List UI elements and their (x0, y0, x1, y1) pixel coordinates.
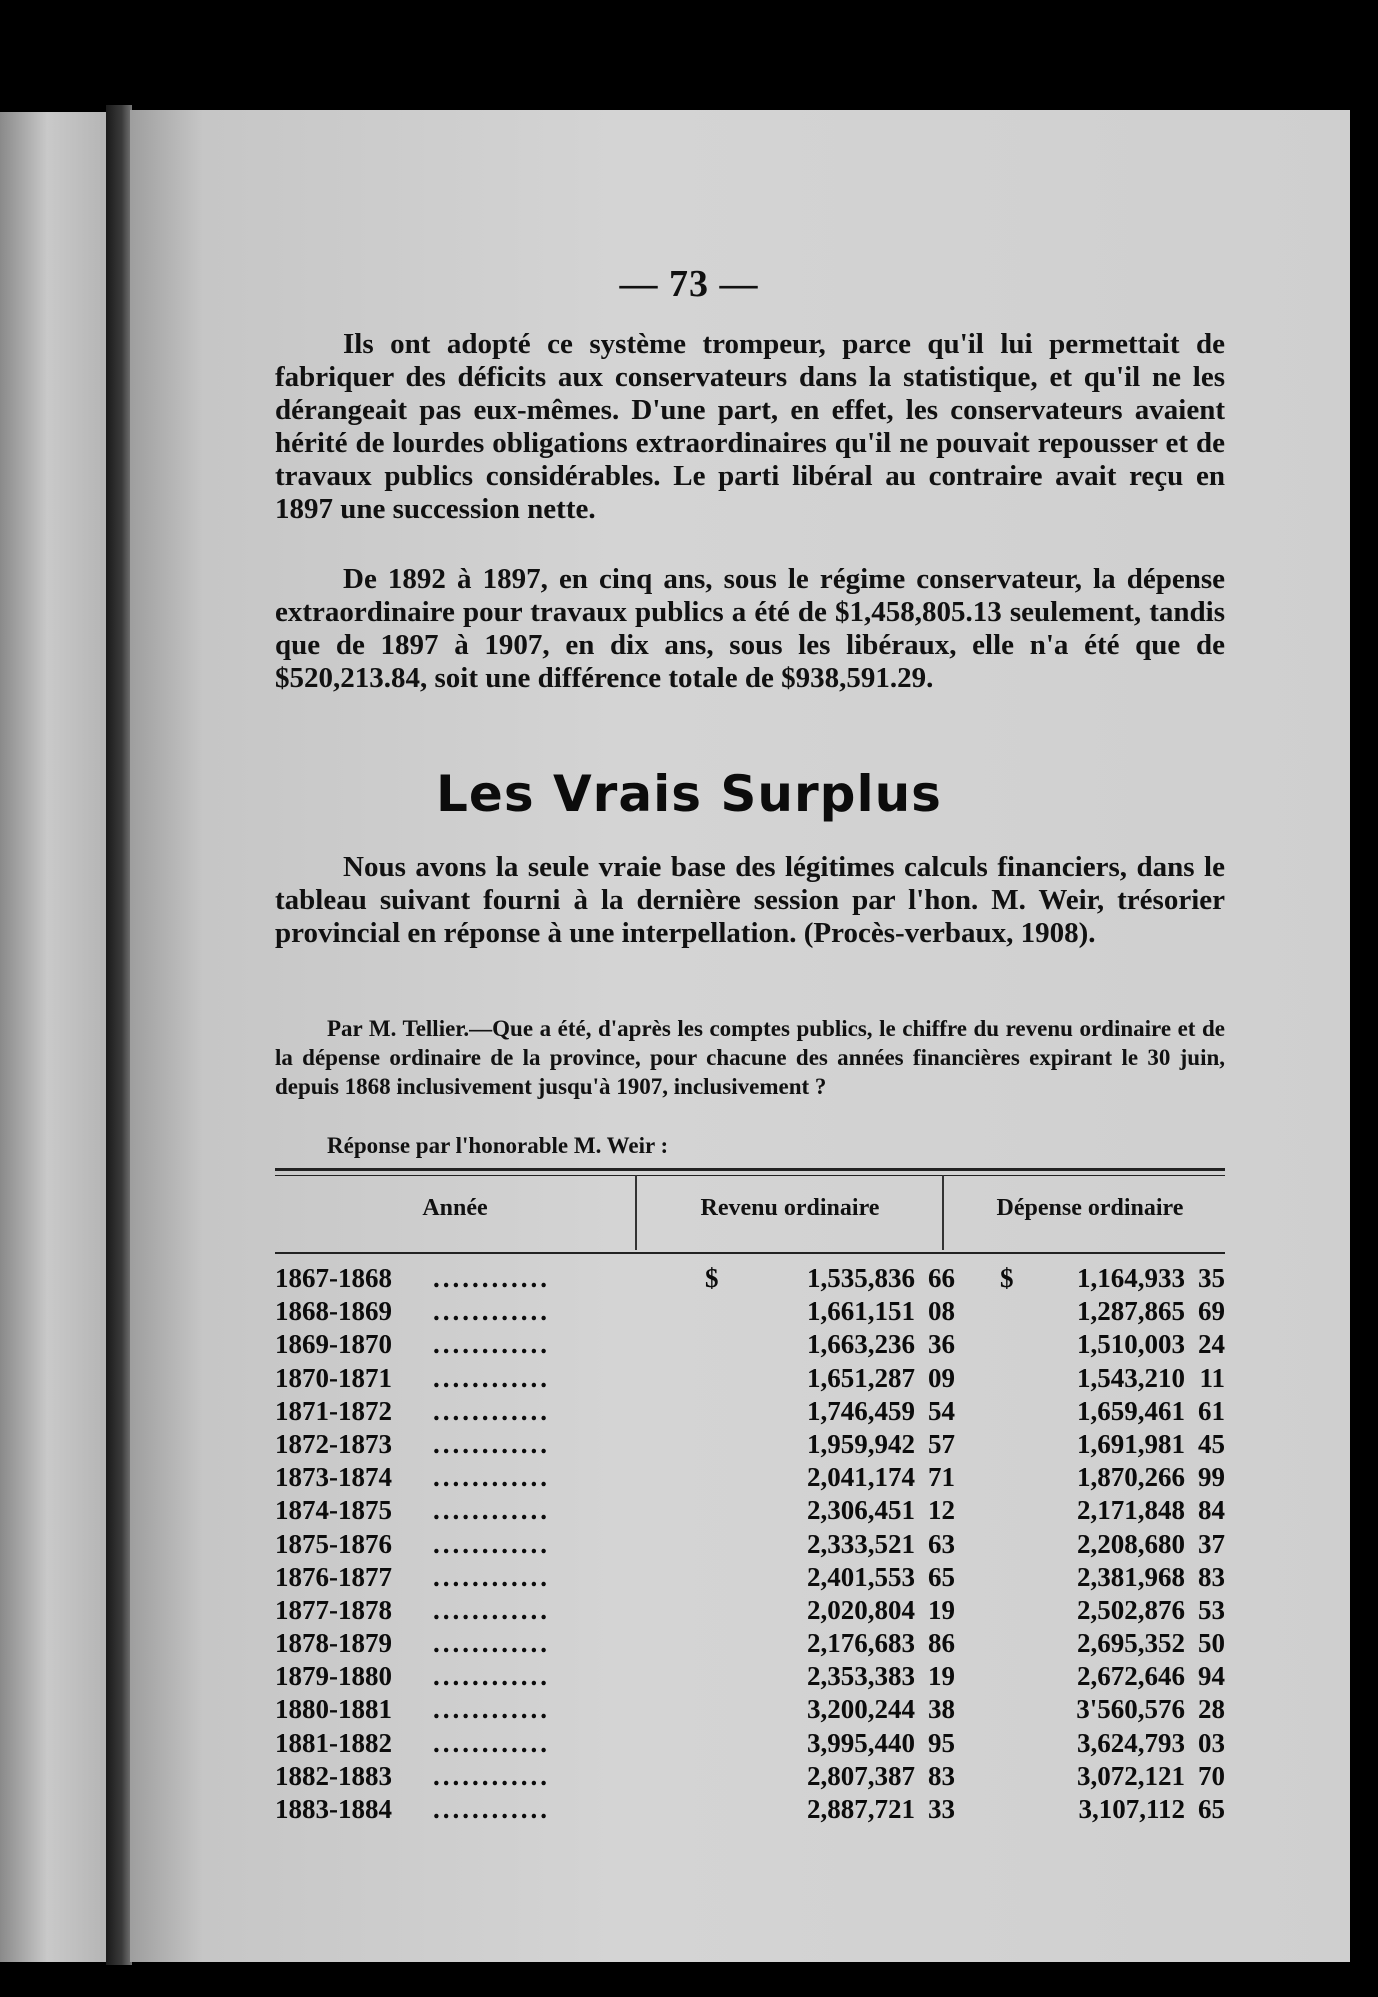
expense-cents: 65 (1198, 1794, 1225, 1824)
table-row (275, 1793, 1225, 1826)
paragraph-2-text: De 1892 à 1897, en cinq ans, sous le régime conservateur, la dépense extraordinaire pour travaux publics a été de $1,458,805.13 seulement, tandis que de 1897 à 1907, en dix ans, sous les libéraux, elle n'a été que de $520,213.84, soit une différence totale de $938,591.29. (275, 563, 1225, 694)
paragraph-1 (275, 328, 1225, 526)
expense-value: 2,171,848 (1077, 1495, 1185, 1526)
expense-value: 2,208,680 (1077, 1528, 1185, 1559)
revenue-cents: 66 (928, 1263, 955, 1293)
table-body (275, 1262, 1225, 1826)
revenue-cents: 38 (928, 1694, 955, 1725)
year-cell: 1877-1878 (275, 1594, 392, 1625)
column-separator (942, 1175, 944, 1250)
revenue-value: 2,353,383 (807, 1661, 915, 1692)
table-row (275, 1494, 1225, 1527)
revenue-cents: 54 (928, 1395, 955, 1426)
expense-cents: 99 (1198, 1462, 1225, 1493)
expense-value: 2,502,876 (1077, 1594, 1185, 1625)
revenue-value: 2,041,174 (807, 1462, 915, 1493)
expense-cents: 50 (1198, 1628, 1225, 1659)
header-expense: Dépense ordinaire (996, 1195, 1184, 1221)
revenue-value: 1,746,459 (807, 1395, 915, 1426)
table-row (275, 1561, 1225, 1594)
scan-border (1350, 110, 1378, 1962)
table-row (275, 1727, 1225, 1760)
revenue-cents: 86 (928, 1628, 955, 1659)
leader-dots: ............ (433, 1561, 550, 1592)
year-cell: 1870-1871 (275, 1362, 392, 1393)
revenue-value: 2,887,721 (807, 1794, 915, 1824)
expense-cents: 03 (1198, 1727, 1225, 1758)
year-cell: 1871-1872 (275, 1395, 392, 1426)
revenue-currency: $ (705, 1263, 719, 1293)
table-row (275, 1428, 1225, 1461)
expense-cents: 84 (1198, 1495, 1225, 1526)
table-row (275, 1328, 1225, 1361)
expense-cents: 45 (1198, 1428, 1225, 1459)
year-cell: 1872-1873 (275, 1428, 392, 1459)
leader-dots: ............ (433, 1495, 550, 1526)
revenue-cents: 83 (928, 1760, 955, 1791)
expense-cents: 94 (1198, 1661, 1225, 1692)
revenue-cents: 65 (928, 1561, 955, 1592)
year-cell: 1874-1875 (275, 1495, 392, 1526)
revenue-cents: 33 (928, 1794, 955, 1824)
year-cell: 1873-1874 (275, 1462, 392, 1493)
revenue-cents: 19 (928, 1661, 955, 1692)
expense-cents: 28 (1198, 1694, 1225, 1725)
leader-dots: ............ (433, 1794, 550, 1824)
revenue-value: 1,959,942 (807, 1428, 915, 1459)
revenue-cents: 12 (928, 1495, 955, 1526)
expense-value: 1,164,933 (1077, 1263, 1185, 1293)
revenue-value: 2,020,804 (807, 1594, 915, 1625)
year-cell: 1867-1868 (275, 1263, 392, 1293)
revenue-cents: 08 (928, 1296, 955, 1327)
expense-value: 1,691,981 (1077, 1428, 1185, 1459)
revenue-cents: 63 (928, 1528, 955, 1559)
section-heading: Les Vrais Surplus (436, 765, 942, 823)
table-row (275, 1395, 1225, 1428)
revenue-value: 1,661,151 (807, 1296, 915, 1327)
leader-dots: ............ (433, 1462, 550, 1493)
table-top-rule-thin (275, 1175, 1225, 1176)
revenue-value: 1,651,287 (807, 1362, 915, 1393)
year-cell: 1881-1882 (275, 1727, 392, 1758)
year-cell: 1878-1879 (275, 1628, 392, 1659)
book-gutter (106, 105, 132, 1965)
revenue-cents: 09 (928, 1362, 955, 1393)
expense-value: 3,107,112 (1078, 1794, 1185, 1824)
answer-line (275, 1131, 1225, 1160)
revenue-value: 1,535,836 (807, 1263, 915, 1293)
expense-value: 1,510,003 (1077, 1329, 1185, 1360)
expense-cents: 83 (1198, 1561, 1225, 1592)
table-row (275, 1295, 1225, 1328)
table-row (275, 1362, 1225, 1395)
year-cell: 1869-1870 (275, 1329, 392, 1360)
year-cell: 1879-1880 (275, 1661, 392, 1692)
expense-cents: 69 (1198, 1296, 1225, 1327)
expense-value: 3,624,793 (1077, 1727, 1185, 1758)
header-revenue: Revenu ordinaire (700, 1195, 880, 1221)
table-row (275, 1461, 1225, 1494)
column-separator (635, 1175, 637, 1250)
expense-value: 3,072,121 (1077, 1760, 1185, 1791)
expense-cents: 35 (1198, 1263, 1225, 1293)
expense-value: 1,543,210 (1077, 1362, 1185, 1393)
year-cell: 1875-1876 (275, 1528, 392, 1559)
page-number: — 73 — (619, 263, 759, 305)
expense-value: 3'560,576 (1076, 1694, 1185, 1725)
leader-dots: ............ (433, 1661, 550, 1692)
year-cell: 1880-1881 (275, 1694, 392, 1725)
revenue-value: 2,333,521 (807, 1528, 915, 1559)
question-text: Par M. Tellier.—Que a été, d'après les comptes publics, le chiffre du revenu ordinaire et de la dépense ordinaire de la province, pour chacune des années financières expirant le 30 juin, depuis 1868 inclusivement jusqu'à 1907, inclusivement ? (275, 1016, 1225, 1099)
intro-text: Nous avons la seule vraie base des légitimes calculs financiers, dans le tableau suivant fourni à la dernière session par l'hon. M. Weir, trésorier provincial en réponse à une interpellation. (Procès-verbaux, 1908). (275, 851, 1225, 949)
table-row (275, 1528, 1225, 1561)
leader-dots: ............ (433, 1395, 550, 1426)
expense-value: 1,287,865 (1077, 1296, 1185, 1327)
year-cell: 1876-1877 (275, 1561, 392, 1592)
leader-dots: ............ (433, 1727, 550, 1758)
question-paragraph (275, 1014, 1225, 1101)
expense-value: 1,659,461 (1077, 1395, 1185, 1426)
revenue-value: 2,306,451 (807, 1495, 915, 1526)
expense-cents: 24 (1198, 1329, 1225, 1360)
table-row (275, 1262, 1225, 1295)
expense-value: 2,381,968 (1077, 1561, 1185, 1592)
expense-currency: $ (1000, 1263, 1014, 1293)
leader-dots: ............ (433, 1329, 550, 1360)
intro-paragraph (275, 851, 1225, 950)
header-year: Année (422, 1195, 488, 1221)
expense-cents: 37 (1198, 1528, 1225, 1559)
revenue-value: 2,807,387 (807, 1760, 915, 1791)
year-cell: 1868-1869 (275, 1296, 392, 1327)
leader-dots: ............ (433, 1694, 550, 1725)
leader-dots: ............ (433, 1296, 550, 1327)
leader-dots: ............ (433, 1628, 550, 1659)
revenue-cents: 57 (928, 1428, 955, 1459)
revenue-value: 1,663,236 (807, 1329, 915, 1360)
leader-dots: ............ (433, 1428, 550, 1459)
paragraph-1-text: Ils ont adopté ce système trompeur, parce qu'il lui permettait de fabriquer des déficits aux conservateurs dans la statistique, et qu'il ne les dérangeait pas eux-mêmes. D'une part, en effet, les conservateurs avaient hérité de lourdes obligations extraordinaires qu'il ne pouvait repousser et de travaux publics considérables. Le parti libéral au contraire avait reçu en 1897 une succession nette. (275, 328, 1225, 525)
revenue-cents: 95 (928, 1727, 955, 1758)
year-cell: 1883-1884 (275, 1794, 392, 1824)
expense-cents: 53 (1198, 1594, 1225, 1625)
table-row (275, 1627, 1225, 1660)
leader-dots: ............ (433, 1362, 550, 1393)
leader-dots: ............ (433, 1594, 550, 1625)
revenue-cents: 71 (928, 1462, 955, 1493)
facing-page-edge (0, 112, 106, 1962)
table-top-rule (275, 1168, 1225, 1171)
leader-dots: ............ (433, 1263, 550, 1293)
revenue-value: 2,176,683 (807, 1628, 915, 1659)
year-cell: 1882-1883 (275, 1760, 392, 1791)
revenue-value: 2,401,553 (807, 1561, 915, 1592)
revenue-cents: 36 (928, 1329, 955, 1360)
table-row (275, 1594, 1225, 1627)
expense-value: 2,672,646 (1077, 1661, 1185, 1692)
paragraph-2 (275, 563, 1225, 695)
revenue-value: 3,995,440 (807, 1727, 915, 1758)
expense-cents: 61 (1198, 1395, 1225, 1426)
expense-value: 2,695,352 (1077, 1628, 1185, 1659)
table-header-rule (275, 1252, 1225, 1254)
expense-value: 1,870,266 (1077, 1462, 1185, 1493)
expense-cents: 70 (1198, 1760, 1225, 1791)
table-row (275, 1760, 1225, 1793)
answer-text: Réponse par l'honorable M. Weir : (327, 1133, 669, 1158)
expense-cents: 11 (1199, 1362, 1225, 1393)
table-row (275, 1693, 1225, 1726)
table-row (275, 1660, 1225, 1693)
revenue-value: 3,200,244 (807, 1694, 915, 1725)
leader-dots: ............ (433, 1760, 550, 1791)
revenue-cents: 19 (928, 1594, 955, 1625)
leader-dots: ............ (433, 1528, 550, 1559)
